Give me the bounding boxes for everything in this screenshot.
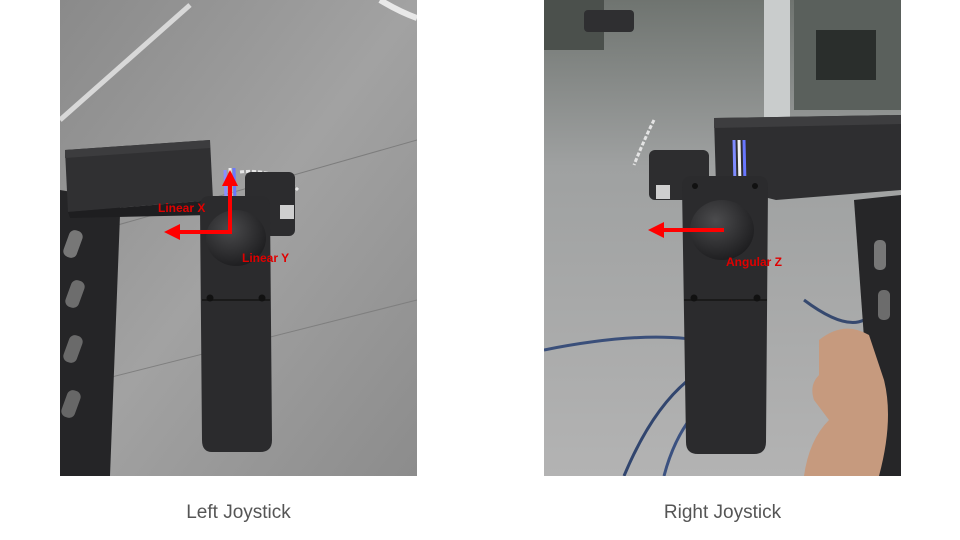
linear-y-label: Linear Y [242, 251, 290, 265]
right-joystick-photo [544, 0, 901, 476]
right-joystick-caption: Right Joystick [663, 502, 782, 523]
left-joystick-caption: Left Joystick [186, 502, 291, 523]
mounting-plate [60, 190, 120, 476]
left-joystick-photo [60, 0, 417, 476]
linear-x-label: Linear X [158, 201, 206, 215]
angular-z-label: Angular Z [726, 255, 782, 269]
joystick-grip [200, 196, 272, 452]
joystick-grip [682, 176, 768, 454]
